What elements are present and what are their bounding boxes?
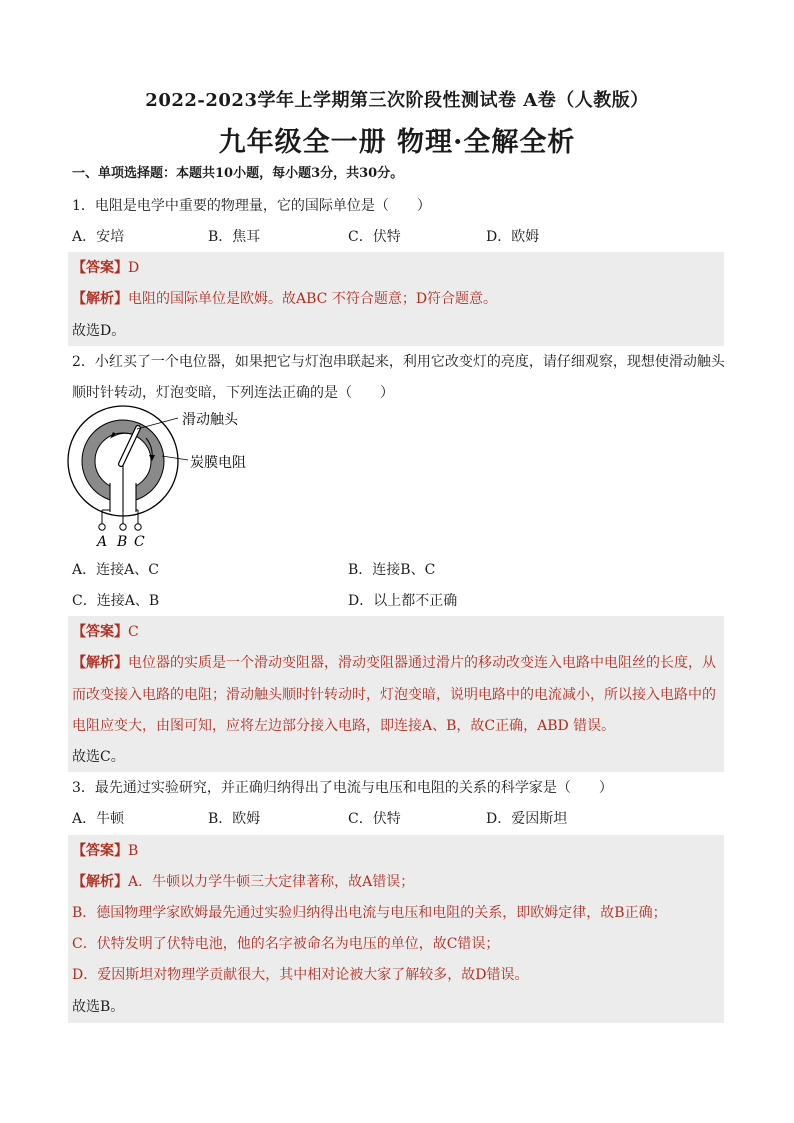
q1-option-d: D．欧姆: [486, 229, 540, 245]
q1-answer: [72, 258, 139, 278]
q2-stem-line2: 顺时针转动，灯泡变暗，下列连法正确的是（ ）: [72, 385, 394, 401]
q2-conclusion: 故选C。: [72, 749, 125, 765]
q2-option-d: D．以上都不正确: [348, 593, 458, 609]
q3-answer-block: [68, 835, 724, 1023]
terminal-c-label: C: [134, 534, 145, 550]
analysis-tag: 【解析】: [72, 874, 128, 890]
q3-conclusion: 故选B。: [72, 999, 125, 1015]
q2-answer: [72, 622, 139, 642]
terminal-a-label: A: [97, 534, 108, 550]
q3-analysis-line1: [72, 872, 414, 892]
answer-tag: 【答案】: [72, 260, 128, 276]
section-heading: 一、单项选择题：本题共10小题，每小题3分，共30分。: [72, 166, 404, 181]
q3-analysis-line2: B．德国物理学家欧姆最先通过实验归纳得出电流与电压和电阻的关系，即欧姆定律，故B正确；: [72, 905, 667, 921]
exam-title: 2022-2023学年上学期第三次阶段性测试卷 A卷（人教版）: [145, 90, 649, 111]
answer-value: D: [128, 260, 140, 276]
q3-option-c: C．伏特: [348, 811, 401, 827]
q3-option-a: A．牛顿: [72, 811, 125, 827]
analysis-text: 电位器的实质是一个滑动变阻器，滑动变阻器通过滑片的移动改变连入电路中电阻丝的长度，从: [128, 655, 716, 671]
analysis-text: A．牛顿以力学牛顿三大定律著称，故A错误；: [128, 874, 415, 890]
q1-stem: 1．电阻是电学中重要的物理量，它的国际单位是（ ）: [72, 198, 431, 214]
answer-tag: 【答案】: [72, 843, 128, 859]
q3-option-d: D．爱因斯坦: [486, 811, 568, 827]
q3-analysis-line4: D．爱因斯坦对物理学贡献很大，其中相对论被大家了解较多，故D错误。: [72, 967, 529, 983]
q3-stem: 3．最先通过实验研究，并正确归纳得出了电流与电压和电阻的关系的科学家是（ ）: [72, 780, 613, 796]
terminal-c: [135, 524, 141, 530]
terminal-b: [120, 524, 126, 530]
answer-value: C: [128, 624, 139, 640]
q3-analysis-line3: C．伏特发明了伏特电池，他的名字被命名为电压的单位，故C错误；: [72, 936, 500, 952]
terminal-a: [99, 524, 105, 530]
analysis-text: 电阻的国际单位是欧姆。故ABC 不符合题意；D符合题意。: [128, 291, 498, 307]
terminal-b-label: B: [117, 534, 128, 550]
q3-answer: [72, 841, 138, 861]
q1-analysis: [72, 289, 497, 309]
answer-tag: 【答案】: [72, 624, 128, 640]
potentiometer-diagram: [66, 404, 286, 550]
q3-option-b: B．欧姆: [208, 811, 261, 827]
q2-analysis-line3: 电阻应变大，由图可知，应将左边部分接入电路，即连接A、B，故C正确，ABD 错误。: [72, 718, 616, 734]
analysis-tag: 【解析】: [72, 291, 128, 307]
q1-option-c: C．伏特: [348, 229, 401, 245]
q1-option-b: B．焦耳: [208, 229, 261, 245]
q2-option-c: C．连接A、B: [72, 593, 160, 609]
q2-option-a: A．连接A、C: [72, 562, 159, 578]
analysis-tag: 【解析】: [72, 655, 128, 671]
q1-option-a: A．安培: [72, 229, 125, 245]
slider-label: 滑动触头: [182, 412, 238, 428]
exam-subtitle: 九年级全一册 物理·全解全析: [218, 127, 576, 158]
q2-stem-line1: 2．小红买了一个电位器，如果把它与灯泡串联起来，利用它改变灯的亮度，请仔细观察，现想使滑动触头: [72, 354, 725, 370]
q2-analysis-line1: [72, 653, 716, 673]
q2-option-b: B．连接B、C: [348, 562, 436, 578]
q1-conclusion: 故选D。: [72, 323, 126, 339]
q2-analysis-line2: 而改变接入电路的电阻；滑动触头顺时针转动时，灯泡变暗，说明电路中的电流减小，所以接入电路中的: [72, 687, 716, 703]
answer-value: B: [128, 843, 139, 859]
carbon-film-label: 炭膜电阻: [190, 455, 246, 471]
